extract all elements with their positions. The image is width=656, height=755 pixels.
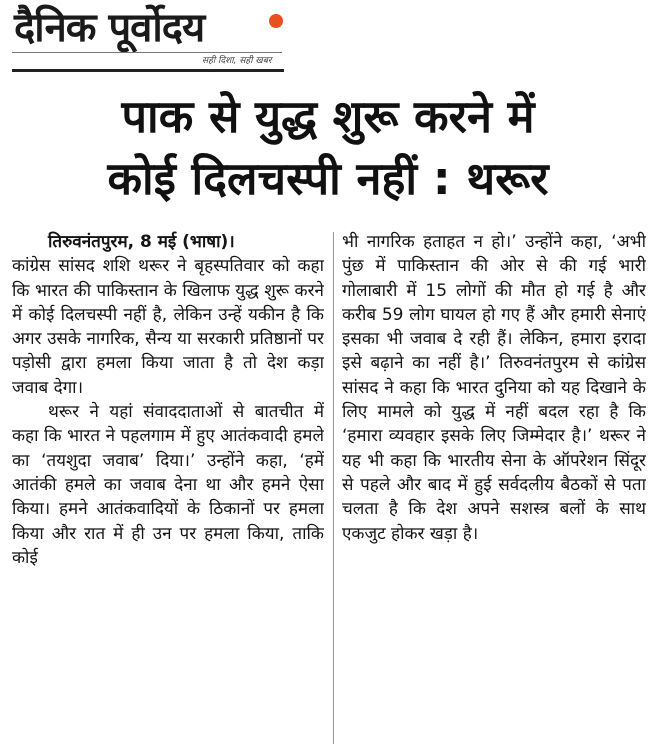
masthead [12,4,312,76]
column-divider [333,232,334,744]
newspaper-logo: दैनिक पूर्वोदय [14,5,205,51]
article-column-right [342,230,646,750]
article-column-left [12,230,324,750]
dateline-text: तिरुवनंतपुरम, 8 मई (भाषा)। [48,232,235,252]
dateline [12,230,324,254]
article-paragraph-3: भी नागरिक हताहत न हो।’ उन्होंने कहा, ‘अभी पुंछ में पाकिस्तान की ओर से की गई भारी गोलाबारी में 15 लोगों की मौत हो गई है और करीब 59 लोग घायल हो गए हैं और हमारी सेनाएं इसका भी जवाब दे रही हैं। लेकिन, हमारा इरादा इसे बढ़ाने का नहीं है।’ तिरुवनंतपुरम से कांग्रेस सांसद ने कहा कि भारत दुनिया को यह दिखाने के लिए मामले को युद्ध में नहीं बदल रहा है कि ‘हमारा व्यवहार इसके लिए जिम्मेदार है।’ थरूर ने यह भी कहा कि भारतीय सेना के ऑपरेशन सिंदूर से पहले और बाद में हुई सर्वदलीय बैठकों से पता चलता है कि देश अपने सशस्त्र बलों के साथ एकजुट होकर खड़ा है। [342,232,646,544]
headline-line-1: पाक से युद्ध शुरू करने में [121,90,535,143]
article-paragraph-1: कांग्रेस सांसद शशि थरूर ने बृहस्पतिवार को कहा कि भारत की पाकिस्तान के खिलाफ युद्ध शुरू करने में कोई दिलचस्पी नहीं है, लेकिन उन्हें यकीन है कि अगर उसके नागरिक, सैन्य या सरकारी प्रतिष्ठानों पर पड़ोसी द्वारा हमला किया जाता है तो देश कड़ा जवाब देगा। [12,256,324,398]
masthead-underline [12,69,284,72]
headline [10,86,646,210]
masthead-tagline: सही दिशा, सही खबर [202,56,272,66]
logo-dot-icon [269,14,283,28]
article-paragraph-2: थरूर ने यहां संवाददाताओं से बातचीत में कहा कि भारत ने पहलगाम में हुए आतंकवादी हमले का ‘तयशुदा जवाब’ दिया।’ उन्होंने कहा, ‘हमें आतंकी हमले का जवाब देना था और हमने ऐसा किया। हमने आतंकवादियों के ठिकानों पर हमला किया और रात में ही उन पर हमला किया, ताकि कोई [12,402,324,568]
headline-line-2: कोई दिलचस्पी नहीं : थरूर [107,152,549,205]
